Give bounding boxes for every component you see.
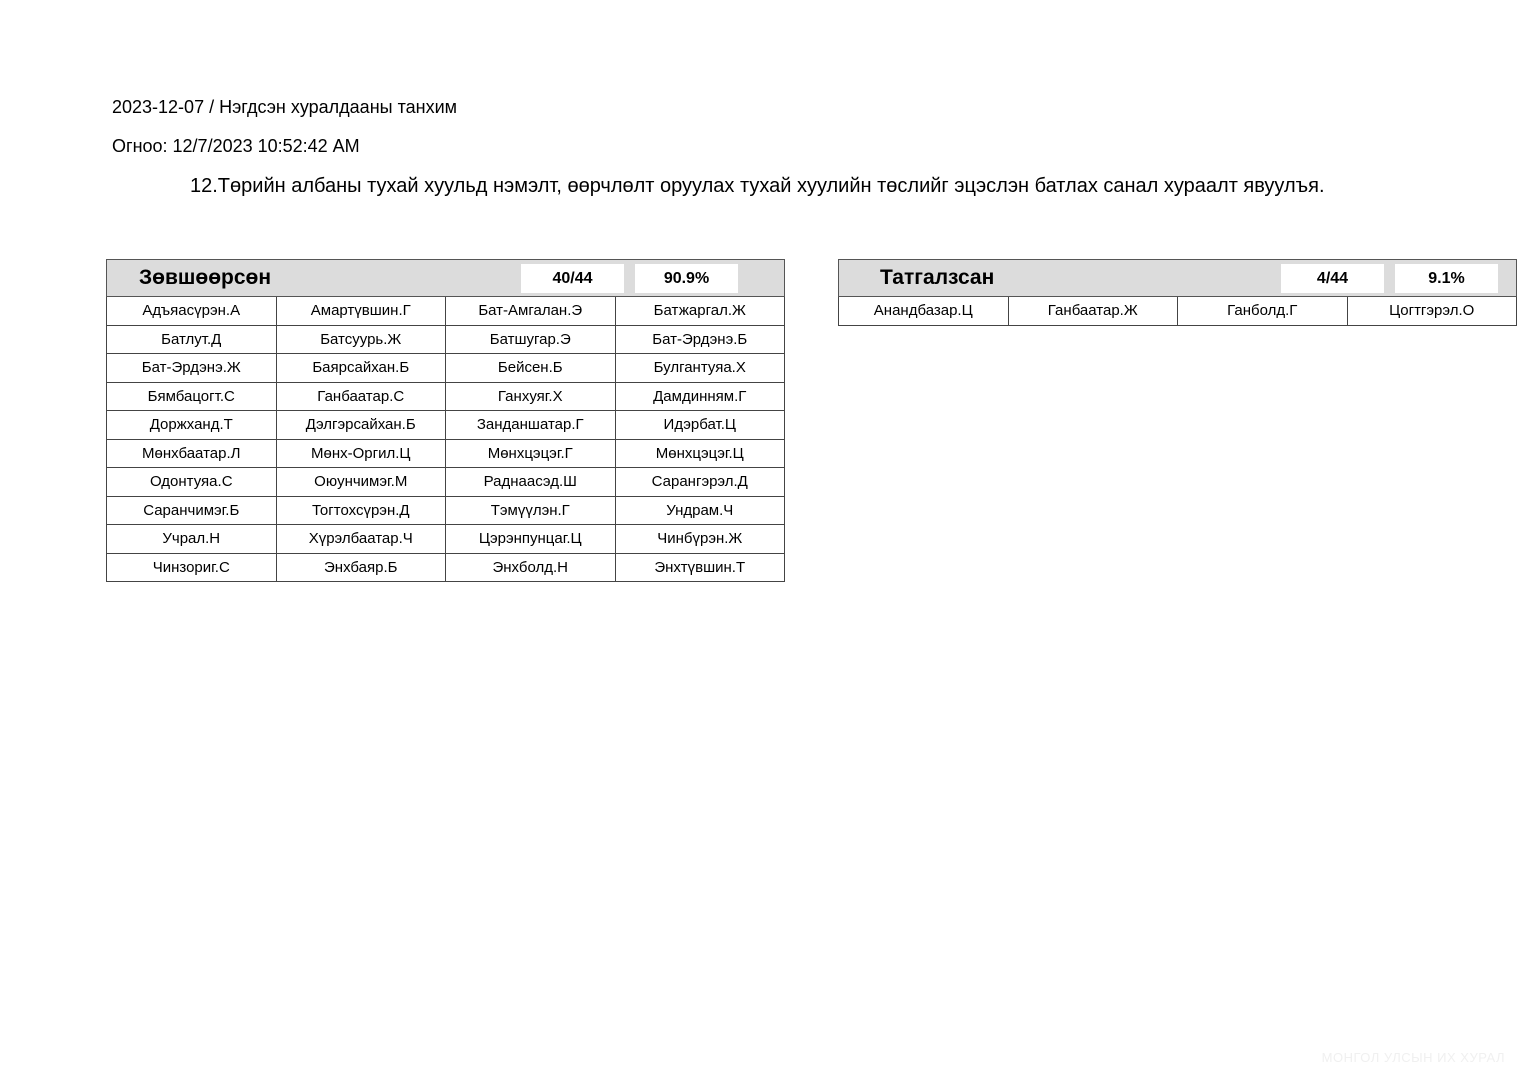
meeting-location: 2023-12-07 / Нэгдсэн хуралдааны танхим: [112, 97, 457, 117]
member-name: Цэрэнпунцаг.Ц: [446, 525, 616, 554]
member-name: Батлут.Д: [107, 325, 277, 354]
reject-count: 4/44: [1281, 264, 1384, 293]
member-name: Батжаргал.Ж: [615, 297, 785, 326]
member-name: Мөнхцэцэг.Г: [446, 439, 616, 468]
member-name: Одонтуяа.С: [107, 468, 277, 497]
member-name: Батсуурь.Ж: [276, 325, 446, 354]
member-name: Энхболд.Н: [446, 553, 616, 582]
reject-percent: 9.1%: [1395, 264, 1498, 293]
member-name: Дамдинням.Г: [615, 382, 785, 411]
table-row: [107, 354, 785, 383]
member-name: Оюунчимэг.М: [276, 468, 446, 497]
member-name: Саранчимэг.Б: [107, 496, 277, 525]
member-name: Энхбаяр.Б: [276, 553, 446, 582]
table-row: [107, 297, 785, 326]
member-name: Сарангэрэл.Д: [615, 468, 785, 497]
member-name: Идэрбат.Ц: [615, 411, 785, 440]
approve-table: [106, 259, 785, 582]
member-name: Тогтохсүрэн.Д: [276, 496, 446, 525]
table-row: [107, 468, 785, 497]
table-row: [107, 553, 785, 582]
member-name: Мөнхцэцэг.Ц: [615, 439, 785, 468]
member-name: Батшугар.Э: [446, 325, 616, 354]
table-row: [107, 496, 785, 525]
approve-percent: 90.9%: [635, 264, 738, 293]
member-name: Ганхуяг.Х: [446, 382, 616, 411]
vote-question: 12.Төрийн албаны тухай хуульд нэмэлт, өөрчлөлт оруулах тухай хуулийн төслийг эцэслэн батлах санал хураалт явуулъя.: [190, 175, 1325, 197]
reject-header: [839, 260, 1517, 297]
member-name: Бат-Амгалан.Э: [446, 297, 616, 326]
reject-table: [838, 259, 1517, 326]
table-row: [107, 325, 785, 354]
table-row: [107, 382, 785, 411]
watermark: МОНГОЛ УЛСЫН ИХ ХУРАЛ: [1321, 1050, 1505, 1065]
member-name: Булгантуяа.Х: [615, 354, 785, 383]
vote-date: Огноо: 12/7/2023 10:52:42 AM: [112, 136, 360, 156]
member-name: Мөнх-Оргил.Ц: [276, 439, 446, 468]
table-row: [107, 439, 785, 468]
member-name: Бейсен.Б: [446, 354, 616, 383]
member-name: Мөнхбаатар.Л: [107, 439, 277, 468]
reject-title: Татгалзсан: [880, 266, 995, 289]
table-row: [839, 297, 1517, 326]
member-name: Бат-Эрдэнэ.Б: [615, 325, 785, 354]
member-name: Энхтүвшин.Т: [615, 553, 785, 582]
member-name: Бямбацогт.С: [107, 382, 277, 411]
approve-count: 40/44: [521, 264, 624, 293]
member-name: Раднаасэд.Ш: [446, 468, 616, 497]
member-name: Чинзориг.С: [107, 553, 277, 582]
member-name: Ганболд.Г: [1178, 297, 1348, 326]
member-name: Бат-Эрдэнэ.Ж: [107, 354, 277, 383]
member-name: Хүрэлбаатар.Ч: [276, 525, 446, 554]
member-name: Баярсайхан.Б: [276, 354, 446, 383]
member-name: Ганбаатар.Ж: [1008, 297, 1178, 326]
approve-title: Зөвшөөрсөн: [139, 266, 272, 289]
member-name: Ундрам.Ч: [615, 496, 785, 525]
member-name: Дэлгэрсайхан.Б: [276, 411, 446, 440]
member-name: Ганбаатар.С: [276, 382, 446, 411]
member-name: Чинбүрэн.Ж: [615, 525, 785, 554]
member-name: Анандбазар.Ц: [839, 297, 1009, 326]
table-row: [107, 411, 785, 440]
member-name: Учрал.Н: [107, 525, 277, 554]
member-name: Цогтгэрэл.О: [1347, 297, 1517, 326]
member-name: Доржханд.Т: [107, 411, 277, 440]
member-name: Тэмүүлэн.Г: [446, 496, 616, 525]
approve-header: [107, 260, 785, 297]
member-name: Занданшатар.Г: [446, 411, 616, 440]
member-name: Адъяасүрэн.А: [107, 297, 277, 326]
member-name: Амартүвшин.Г: [276, 297, 446, 326]
table-row: [107, 525, 785, 554]
